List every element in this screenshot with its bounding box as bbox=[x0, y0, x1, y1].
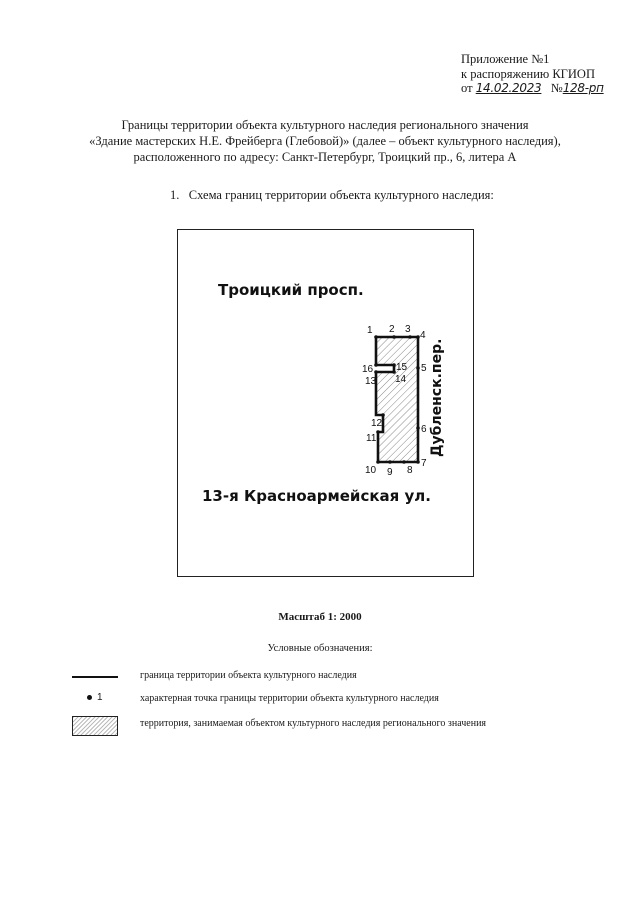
boundary-point-13 bbox=[374, 370, 378, 374]
number-prefix: № bbox=[550, 81, 563, 95]
point-label-10: 10 bbox=[365, 465, 377, 476]
point-label-5: 5 bbox=[421, 363, 427, 374]
boundary-point-8 bbox=[402, 460, 406, 464]
section-heading bbox=[170, 188, 494, 203]
boundary-point-5 bbox=[416, 366, 420, 370]
boundary-point-12 bbox=[381, 413, 385, 417]
boundary-point-9 bbox=[388, 460, 392, 464]
boundary-point-10 bbox=[376, 460, 380, 464]
point-label-3: 3 bbox=[405, 324, 411, 335]
boundary-point-2 bbox=[392, 335, 396, 339]
point-label-2: 2 bbox=[389, 324, 395, 335]
object-territory-hatch bbox=[376, 337, 418, 462]
handwritten-date: 14.02.2023 bbox=[475, 81, 542, 95]
point-label-15: 15 bbox=[396, 362, 408, 373]
point-label-16: 16 bbox=[362, 364, 374, 375]
legend-point-number: 1 bbox=[97, 692, 103, 703]
point-label-12: 12 bbox=[371, 418, 383, 429]
point-label-1: 1 bbox=[367, 325, 373, 336]
point-label-4: 4 bbox=[420, 330, 426, 341]
street-label-top: Троицкий просп. bbox=[218, 281, 364, 299]
legend-item-point: характерная точка границы территории объекта культурного наследия bbox=[140, 693, 439, 704]
point-label-7: 7 bbox=[421, 458, 427, 469]
appendix-line2: к распоряжению КГИОП bbox=[461, 66, 595, 81]
boundary-scheme-map bbox=[177, 229, 474, 577]
scale-label: Масштаб 1: 2000 bbox=[278, 611, 362, 623]
street-label-bottom: 13-я Красноармейская ул. bbox=[202, 487, 431, 505]
legend-boundary-line-symbol bbox=[72, 676, 118, 678]
point-label-14: 14 bbox=[395, 374, 407, 385]
section-text: Схема границ территории объекта культурного наследия: bbox=[188, 188, 494, 202]
boundary-point-7 bbox=[416, 460, 420, 464]
title-line1: Границы территории объекта культурного наследия регионального значения bbox=[121, 118, 529, 132]
legend-point-symbol bbox=[87, 695, 92, 700]
appendix-header bbox=[461, 52, 604, 96]
street-label-right: Дубленск.пер. bbox=[429, 338, 445, 457]
point-label-8: 8 bbox=[407, 465, 413, 476]
map-svg bbox=[178, 230, 474, 577]
appendix-line3 bbox=[461, 81, 604, 96]
document-title bbox=[60, 117, 590, 165]
boundary-point-6 bbox=[416, 426, 420, 430]
point-label-6: 6 bbox=[421, 424, 427, 435]
boundary-point-1 bbox=[374, 335, 378, 339]
title-line3: расположенного по адресу: Санкт-Петербург, Троицкий пр., 6, литера А bbox=[133, 150, 517, 164]
legend-title: Условные обозначения: bbox=[267, 643, 373, 654]
point-label-9: 9 bbox=[387, 467, 393, 478]
legend-item-territory: территория, занимаемая объектом культурного наследия регионального значения bbox=[140, 718, 487, 729]
boundary-point-3 bbox=[408, 335, 412, 339]
title-line2: «Здание мастерских Н.Е. Фрейберга (Глебовой)» (далее – объект культурного наследия), bbox=[89, 134, 561, 148]
point-label-11: 11 bbox=[366, 433, 377, 444]
section-number: 1. bbox=[170, 188, 180, 202]
boundary-point-16 bbox=[374, 363, 378, 367]
date-prefix: от bbox=[461, 81, 473, 95]
legend-item-boundary: граница территории объекта культурного наследия bbox=[140, 670, 357, 681]
handwritten-number: 128-рп bbox=[562, 81, 604, 95]
appendix-line1: Приложение №1 bbox=[461, 52, 550, 66]
point-label-13: 13 bbox=[365, 376, 377, 387]
boundary-point-11 bbox=[376, 430, 380, 434]
legend-hatch-symbol bbox=[72, 716, 118, 736]
